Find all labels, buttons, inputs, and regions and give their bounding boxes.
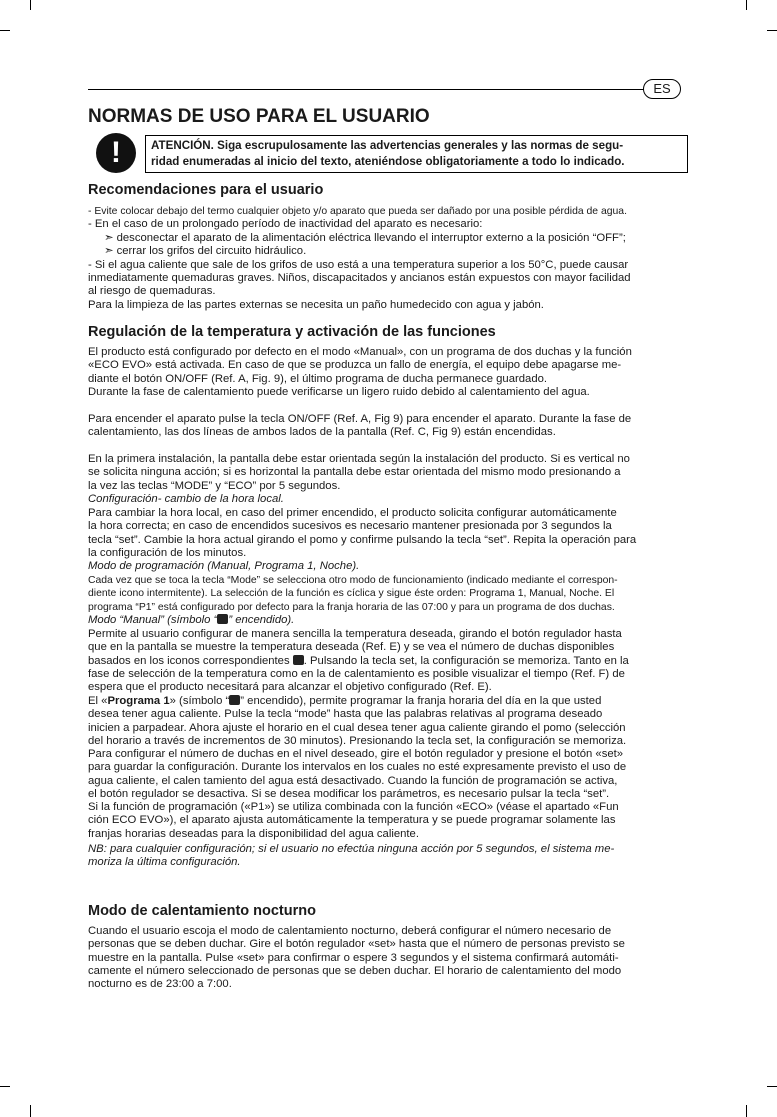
section-title-nocturno: Modo de calentamiento nocturno	[88, 903, 316, 919]
crop-mark	[746, 0, 747, 10]
text-line: - Evite colocar debajo del termo cualquier objeto y/o aparato que pueda ser dañado por una posible pérdida de agua.	[88, 206, 627, 217]
subheading: Configuración- cambio de la hora local.	[88, 493, 284, 505]
exclamation-icon: !	[96, 133, 136, 173]
crop-mark	[30, 0, 31, 10]
text-line: al riesgo de quemaduras.	[88, 285, 216, 297]
paragraph: Permite al usuario configurar de manera sencilla la temperatura deseada, girando el botón regulador hasta que en la pantalla se muestre la temperatura deseada (Ref. E) y se vea el número de duchas disponibles basados en los iconos correspondientes . Pulsando la tecla set, la configuración se memoriza. Tanto en la fase de selección de la temperatura como en la de calentamiento es posible visualizar el tiempo (Ref. F) de espera que el producto necesitará para alcanzar el objetivo configurado (Ref. E).	[88, 628, 629, 693]
text-line: - En el caso de un prolongado período de inactividad del aparato es necesario:	[88, 218, 483, 230]
crop-mark	[0, 30, 10, 31]
warning-text: ATENCIÓN. Siga escrupulosamente las advertencias generales y las normas de segu- ridad enumeradas al inicio del texto, ateniéndose obligatoriamente a todo lo indicado.	[151, 139, 625, 168]
header-rule	[88, 89, 644, 90]
page-title: NORMAS DE USO PARA EL USUARIO	[88, 106, 430, 127]
paragraph: Para encender el aparato pulse la tecla ON/OFF (Ref. A, Fig 9) para encender el aparato. Durante la fase de calentamiento, las dos líneas de ambos lados de la pantalla (Ref. C, Fig 9) están encendidas.	[88, 413, 632, 439]
crop-mark	[0, 1086, 10, 1087]
paragraph: En la primera instalación, la pantalla debe estar orientada según la instalación del producto. Si es vertical no se solicita ninguna acción; si es horizontal la pantalla debe estar orientada del mismo modo presionando a la vez las teclas “MODE” y “ECO” por 5 segundos.	[88, 453, 630, 492]
text-line: ➣ desconectar el aparato de la alimentación eléctrica llevando el interruptor externo a la posición “OFF”;	[104, 232, 626, 244]
crop-mark	[767, 30, 777, 31]
paragraph: El «Programa 1» (símbolo “ ” encendido), permite programar la franja horaria del día en la que usted desea tener agua caliente. Pulse la tecla “mode” hasta que las palabras relativas al programa deseado inicien a parpadear. Ahora ajuste el horario en el cual desea tener agua caliente girando el pomo (selección del horario a través de incrementos de 30 minutos). Presionando la tecla set, la configuración se memoriza. Para configurar el número de duchas en el nivel deseado, gire el botón regulador y presione el botón «set» para guardar la configuración. Durante los intervalos en los cuales no esté expresamente previsto el uso de agua caliente, el calen tamiento del agua está desactivado. Cuando la función de programación se activa, el botón regulador se desactiva. Si se desea modificar los parámetros, es necesario pulsar la tecla “set”. Si la función de programación («P1») se utiliza combinada con la función «ECO» (véase el apartado «Fun ción ECO EVO»), el aparato ajusta automáticamente la temperatura y se puede programar solamente las franjas horarias deseadas para la disponibilidad del agua caliente.	[88, 695, 627, 840]
subheading: Modo de programación (Manual, Programa 1, Noche).	[88, 560, 360, 572]
note: NB: para cualquier configuración; si el usuario no efectúa ninguna acción por 5 segundos, el sistema me- moriza la última configuración.	[88, 843, 615, 869]
paragraph: Cada vez que se toca la tecla “Mode” se selecciona otro modo de funcionamiento (indicado mediante el correspon- diente icono intermitente). La selección de la función es cíclica y sigue éste orden: Programa 1, Manual, Noche. El programa “P1” está configurado por defecto para la franja horaria de las 07:00 y para un programa de dos duchas.	[88, 575, 618, 613]
section-title-regulacion: Regulación de la temperatura y activación de las funciones	[88, 324, 496, 340]
text-line: Para la limpieza de las partes externas se necesita un paño humedecido con agua y jabón.	[88, 299, 544, 311]
section-title-recomendaciones: Recomendaciones para el usuario	[88, 182, 324, 198]
subheading: Modo “Manual” (símbolo “ ” encendido).	[88, 614, 295, 626]
text-line: ➣ cerrar los grifos del circuito hidráulico.	[104, 245, 307, 257]
clock-icon	[229, 695, 240, 705]
text-line: inmediatamente quemaduras graves. Niños, discapacitados y ancianos están expuestos con mayor facilidad	[88, 272, 631, 284]
manual-mode-icon	[217, 614, 228, 624]
crop-mark	[746, 1105, 747, 1117]
paragraph: Para cambiar la hora local, en caso del primer encendido, el producto solicita configurar automáticamente la hora correcta; en caso de encendidos sucesivos es necesario mantener presionada por 3 segundos la tecla “set”. Cambie la hora actual girando el pomo y confirme pulsando la tecla “set”. Repita la operación para la configuración de los minutos.	[88, 507, 637, 559]
paragraph: Cuando el usuario escoja el modo de calentamiento nocturno, deberá configurar el número necesario de personas que se deben duchar. Gire el botón regulador «set» hasta que el número de personas previsto se muestre en la pantalla. Pulse «set» para confirmar o espere 3 segundos y el sistema confirmará automáti- camente el número seleccionado de personas que se deben duchar. El horario de calentamiento del modo nocturno es de 23:00 a 7:00.	[88, 925, 625, 990]
paragraph: El producto está configurado por defecto en el modo «Manual», con un programa de dos duchas y la función «ECO EVO» está activada. En caso de que se produzca un fallo de energía, el equipo debe apagarse me- diante el botón ON/OFF (Ref. A, Fig. 9), el último programa de ducha permanece guardado. Durante la fase de calentamiento puede verificarse un ligero ruido debido al calentamiento del agua.	[88, 346, 632, 398]
text-line: - Si el agua caliente que sale de los grifos de uso está a una temperatura superior a los 50°C, puede causar	[88, 259, 629, 271]
crop-mark	[30, 1105, 31, 1117]
crop-mark	[767, 1086, 777, 1087]
language-badge: ES	[643, 79, 681, 99]
shower-icon	[293, 655, 304, 665]
